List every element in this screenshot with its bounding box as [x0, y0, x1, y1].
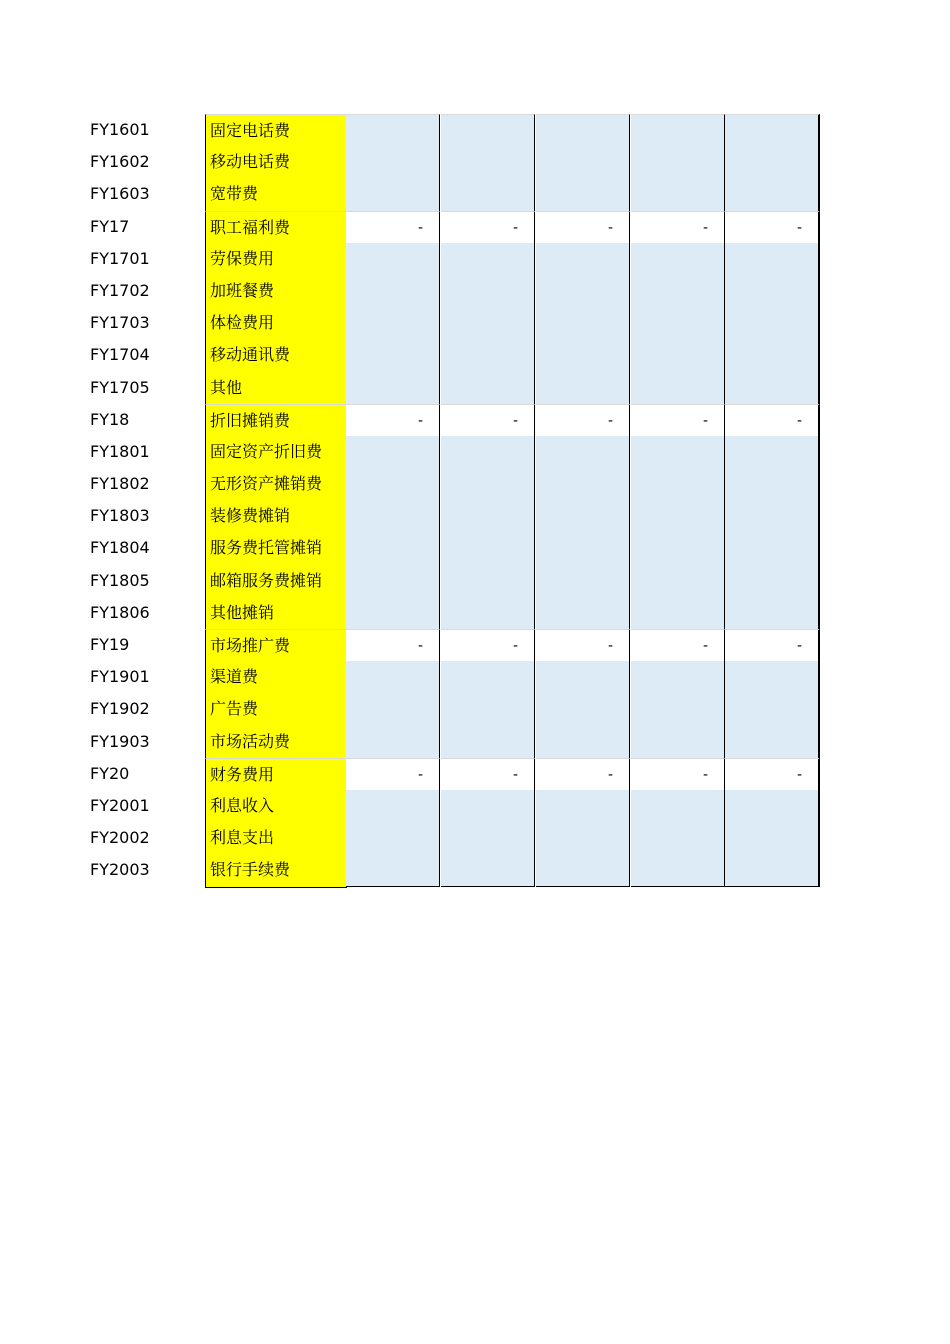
account-name[interactable]: 其他摊销 — [205, 597, 347, 629]
account-code[interactable]: FY17 — [90, 216, 130, 236]
account-code[interactable]: FY1703 — [90, 313, 150, 333]
value-cell[interactable] — [441, 436, 535, 468]
value-cell[interactable] — [346, 597, 440, 629]
value-cell[interactable] — [441, 114, 535, 146]
value-cell[interactable] — [725, 339, 820, 371]
value-cell[interactable] — [441, 500, 535, 532]
account-code[interactable]: FY1806 — [90, 602, 150, 622]
account-code[interactable]: FY1704 — [90, 345, 150, 365]
value-cell[interactable] — [441, 661, 535, 693]
value-cell[interactable]: - — [536, 404, 630, 436]
account-code[interactable]: FY1603 — [90, 184, 150, 204]
value-cell[interactable] — [631, 822, 725, 854]
value-cell[interactable] — [725, 468, 820, 500]
account-code[interactable]: FY1902 — [90, 699, 150, 719]
value-cell[interactable] — [631, 500, 725, 532]
account-name[interactable]: 移动电话费 — [205, 146, 347, 178]
value-cell[interactable] — [631, 372, 725, 404]
value-cell[interactable] — [631, 146, 725, 178]
value-cell[interactable] — [441, 854, 535, 886]
account-name[interactable]: 银行手续费 — [205, 854, 347, 887]
value-cell[interactable] — [631, 339, 725, 371]
value-cell[interactable] — [346, 243, 440, 275]
value-cell[interactable] — [346, 339, 440, 371]
account-code[interactable]: FY19 — [90, 635, 130, 654]
value-cell[interactable] — [725, 436, 820, 468]
value-cell[interactable] — [346, 114, 440, 146]
account-code[interactable]: FY1903 — [90, 731, 150, 751]
value-cell[interactable]: - — [441, 404, 535, 436]
account-code[interactable]: FY1702 — [90, 280, 150, 300]
account-name[interactable]: 移动通讯费 — [205, 339, 347, 371]
account-name[interactable]: 市场活动费 — [205, 726, 347, 758]
value-cell[interactable] — [725, 726, 820, 758]
value-cell[interactable] — [346, 854, 440, 886]
account-code[interactable]: FY1705 — [90, 377, 150, 397]
value-cell[interactable] — [631, 532, 725, 564]
account-code[interactable]: FY1601 — [90, 120, 150, 139]
value-cell[interactable] — [536, 275, 630, 307]
value-cell[interactable] — [441, 275, 535, 307]
value-cell[interactable] — [725, 178, 820, 210]
account-name[interactable]: 利息支出 — [205, 822, 347, 854]
value-cell[interactable] — [631, 565, 725, 597]
value-cell[interactable]: - — [725, 211, 820, 243]
value-cell[interactable] — [441, 307, 535, 339]
value-cell[interactable] — [631, 468, 725, 500]
value-cell[interactable] — [441, 822, 535, 854]
value-cell[interactable] — [536, 468, 630, 500]
account-code[interactable]: FY2003 — [90, 860, 150, 880]
value-cell[interactable] — [346, 726, 440, 758]
value-cell[interactable] — [631, 114, 725, 146]
account-code[interactable]: FY2002 — [90, 828, 150, 848]
value-cell[interactable] — [346, 372, 440, 404]
value-cell[interactable]: - — [725, 629, 820, 661]
value-cell[interactable] — [631, 275, 725, 307]
account-code[interactable]: FY2001 — [90, 795, 150, 815]
value-cell[interactable] — [441, 693, 535, 725]
account-name[interactable]: 邮箱服务费摊销 — [205, 565, 347, 597]
value-cell[interactable] — [631, 597, 725, 629]
value-cell[interactable]: - — [725, 404, 820, 436]
value-cell[interactable] — [536, 565, 630, 597]
value-cell[interactable] — [536, 532, 630, 564]
value-cell[interactable] — [346, 178, 440, 210]
value-cell[interactable] — [346, 532, 440, 564]
account-code[interactable]: FY1804 — [90, 538, 150, 558]
value-cell[interactable] — [536, 854, 630, 886]
value-cell[interactable]: - — [346, 758, 440, 790]
value-cell[interactable] — [441, 726, 535, 758]
value-cell[interactable] — [725, 275, 820, 307]
account-name[interactable]: 渠道费 — [205, 661, 347, 693]
account-code[interactable]: FY1701 — [90, 248, 150, 268]
account-name[interactable]: 固定资产折旧费 — [205, 436, 347, 468]
value-cell[interactable]: - — [536, 629, 630, 661]
account-name[interactable]: 财务费用 — [205, 758, 347, 791]
value-cell[interactable] — [441, 468, 535, 500]
value-cell[interactable]: - — [441, 758, 535, 790]
value-cell[interactable] — [631, 726, 725, 758]
value-cell[interactable] — [725, 243, 820, 275]
account-name[interactable]: 折旧摊销费 — [205, 404, 347, 437]
account-name[interactable]: 利息收入 — [205, 790, 347, 822]
account-code[interactable]: FY1805 — [90, 570, 150, 590]
value-cell[interactable] — [536, 114, 630, 146]
value-cell[interactable] — [725, 693, 820, 725]
value-cell[interactable] — [441, 178, 535, 210]
value-cell[interactable] — [536, 307, 630, 339]
value-cell[interactable] — [346, 565, 440, 597]
value-cell[interactable] — [631, 243, 725, 275]
account-code[interactable]: FY1803 — [90, 506, 150, 526]
value-cell[interactable]: - — [631, 629, 725, 661]
value-cell[interactable] — [536, 693, 630, 725]
value-cell[interactable] — [346, 693, 440, 725]
value-cell[interactable] — [346, 468, 440, 500]
value-cell[interactable] — [725, 500, 820, 532]
value-cell[interactable] — [725, 146, 820, 178]
value-cell[interactable] — [346, 661, 440, 693]
value-cell[interactable] — [725, 854, 820, 886]
value-cell[interactable] — [346, 822, 440, 854]
account-code[interactable]: FY20 — [90, 763, 130, 783]
account-name[interactable]: 体检费用 — [205, 307, 347, 339]
value-cell[interactable] — [631, 854, 725, 886]
account-code[interactable]: FY1802 — [90, 474, 150, 494]
value-cell[interactable] — [536, 500, 630, 532]
value-cell[interactable] — [725, 114, 820, 146]
account-name[interactable]: 劳保费用 — [205, 243, 347, 275]
value-cell[interactable] — [536, 726, 630, 758]
value-cell[interactable] — [725, 532, 820, 564]
value-cell[interactable] — [631, 307, 725, 339]
account-name[interactable]: 广告费 — [205, 693, 347, 725]
account-name[interactable]: 装修费摊销 — [205, 500, 347, 532]
value-cell[interactable] — [441, 597, 535, 629]
account-code[interactable]: FY1602 — [90, 152, 150, 172]
value-cell[interactable] — [631, 693, 725, 725]
value-cell[interactable] — [536, 661, 630, 693]
account-name[interactable]: 职工福利费 — [205, 211, 347, 244]
value-cell[interactable]: - — [631, 404, 725, 436]
value-cell[interactable] — [536, 339, 630, 371]
value-cell[interactable] — [441, 146, 535, 178]
value-cell[interactable] — [346, 500, 440, 532]
value-cell[interactable] — [631, 790, 725, 822]
value-cell[interactable]: - — [631, 211, 725, 243]
value-cell[interactable]: - — [346, 629, 440, 661]
value-cell[interactable]: - — [631, 758, 725, 790]
value-cell[interactable] — [536, 146, 630, 178]
value-cell[interactable]: - — [346, 211, 440, 243]
value-cell[interactable] — [346, 275, 440, 307]
value-cell[interactable]: - — [725, 758, 820, 790]
value-cell[interactable] — [725, 661, 820, 693]
value-cell[interactable] — [441, 372, 535, 404]
value-cell[interactable] — [346, 790, 440, 822]
account-name[interactable]: 市场推广费 — [205, 629, 347, 662]
account-code[interactable]: FY18 — [90, 409, 130, 429]
account-code[interactable]: FY1901 — [90, 667, 150, 687]
value-cell[interactable] — [536, 822, 630, 854]
value-cell[interactable] — [441, 339, 535, 371]
value-cell[interactable] — [725, 307, 820, 339]
account-name[interactable]: 服务费托管摊销 — [205, 532, 347, 564]
value-cell[interactable] — [725, 822, 820, 854]
value-cell[interactable] — [346, 146, 440, 178]
value-cell[interactable] — [536, 243, 630, 275]
value-cell[interactable] — [536, 372, 630, 404]
value-cell[interactable] — [346, 436, 440, 468]
account-name[interactable]: 固定电话费 — [205, 114, 347, 147]
value-cell[interactable] — [725, 597, 820, 629]
value-cell[interactable] — [725, 372, 820, 404]
account-name[interactable]: 宽带费 — [205, 178, 347, 210]
value-cell[interactable] — [536, 178, 630, 210]
value-cell[interactable] — [536, 436, 630, 468]
value-cell[interactable]: - — [536, 758, 630, 790]
value-cell[interactable] — [441, 243, 535, 275]
account-name[interactable]: 无形资产摊销费 — [205, 468, 347, 500]
value-cell[interactable] — [441, 565, 535, 597]
value-cell[interactable]: - — [441, 211, 535, 243]
value-cell[interactable] — [725, 565, 820, 597]
account-name[interactable]: 其他 — [205, 372, 347, 404]
account-name[interactable]: 加班餐费 — [205, 275, 347, 307]
value-cell[interactable] — [725, 790, 820, 822]
value-cell[interactable] — [441, 532, 535, 564]
value-cell[interactable] — [631, 178, 725, 210]
value-cell[interactable] — [631, 661, 725, 693]
value-cell[interactable]: - — [441, 629, 535, 661]
account-code[interactable]: FY1801 — [90, 441, 150, 461]
value-cell[interactable] — [441, 790, 535, 822]
value-cell[interactable]: - — [346, 404, 440, 436]
value-cell[interactable] — [536, 597, 630, 629]
value-cell[interactable] — [346, 307, 440, 339]
value-cell[interactable]: - — [536, 211, 630, 243]
value-cell[interactable] — [536, 790, 630, 822]
value-cell[interactable] — [631, 436, 725, 468]
